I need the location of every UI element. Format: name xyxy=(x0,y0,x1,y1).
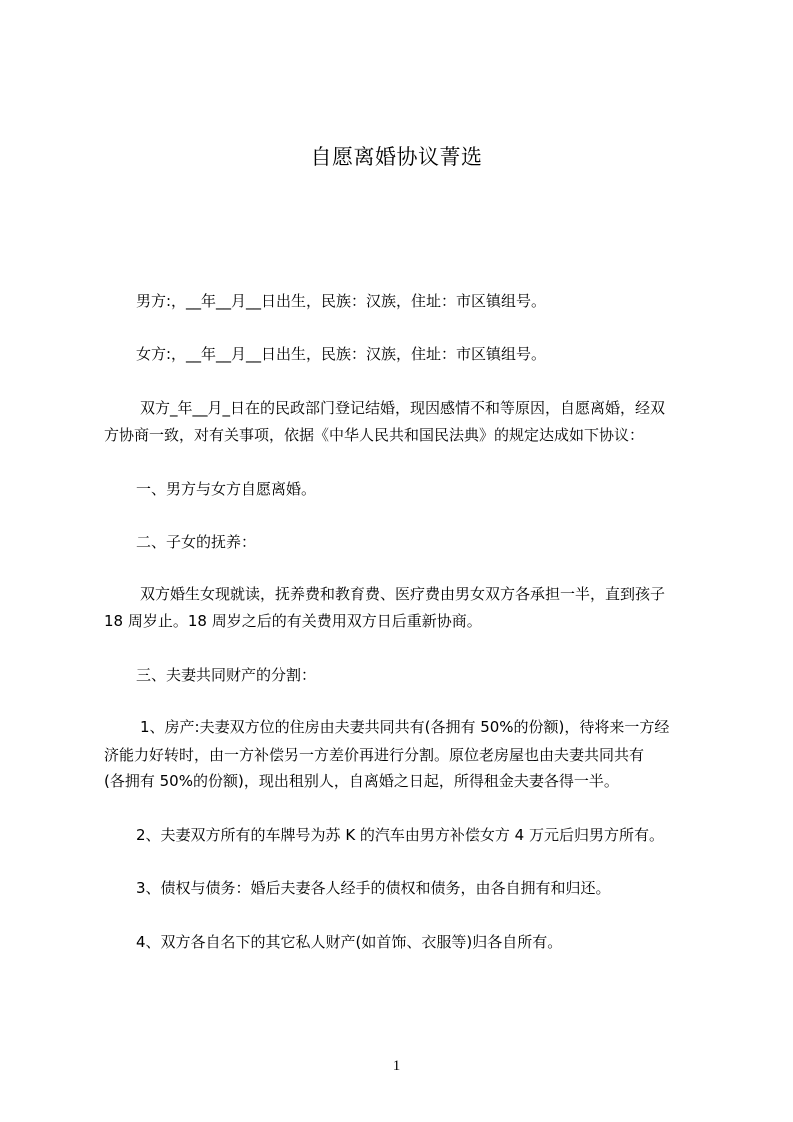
page-number: 1 xyxy=(392,1058,401,1074)
line-section-two-heading: 二、子女的抚养： xyxy=(136,533,257,551)
line-child-support-1: 双方婚生女现就读，抚养费和教育费、医疗费由男女双方各承担一半，直到孩子 xyxy=(140,585,666,603)
line-property-3: (各拥有 50%的份额)，现出租别人，自离婚之日起，所得租金夫妻各得一半。 xyxy=(104,772,619,790)
line-male-party: 男方:，__年__月__日出生，民族：汉族，住址：市区镇组号。 xyxy=(136,292,547,310)
document-title: 自愿离婚协议菁选 xyxy=(310,145,483,169)
line-personal-property: 4、双方各自名下的其它私人财产(如首饰、衣服等)归各自所有。 xyxy=(136,933,563,951)
line-property-1: 1、房产:夫妻双方位的住房由夫妻共同共有(各拥有 50%的份额)，待将来一方经 xyxy=(140,718,670,736)
line-section-one: 一、男方与女方自愿离婚。 xyxy=(136,480,317,498)
line-female-party: 女方:，__年__月__日出生，民族：汉族，住址：市区镇组号。 xyxy=(136,345,547,363)
line-vehicle-split: 2、夫妻双方所有的车牌号为苏 K 的汽车由男方补偿女方 4 万元后归男方所有。 xyxy=(136,826,664,844)
line-section-three-heading: 三、夫妻共同财产的分割： xyxy=(136,666,317,684)
line-marriage-intro-2: 方协商一致，对有关事项，依据《中华人民共和国民法典》的规定达成如下协议： xyxy=(104,426,645,444)
line-marriage-intro-1: 双方_年__月_日在的民政部门登记结婚，现因感情不和等原因，自愿离婚，经双 xyxy=(140,399,666,417)
line-child-support-2: 18 周岁止。18 周岁之后的有关费用双方日后重新协商。 xyxy=(104,612,482,630)
line-debts: 3、债权与债务：婚后夫妻各人经手的债权和债务，由各自拥有和归还。 xyxy=(136,879,611,897)
line-property-2: 济能力好转时，由一方补偿另一方差价再进行分割。原位老房屋也由夫妻共同共有 xyxy=(104,746,645,764)
